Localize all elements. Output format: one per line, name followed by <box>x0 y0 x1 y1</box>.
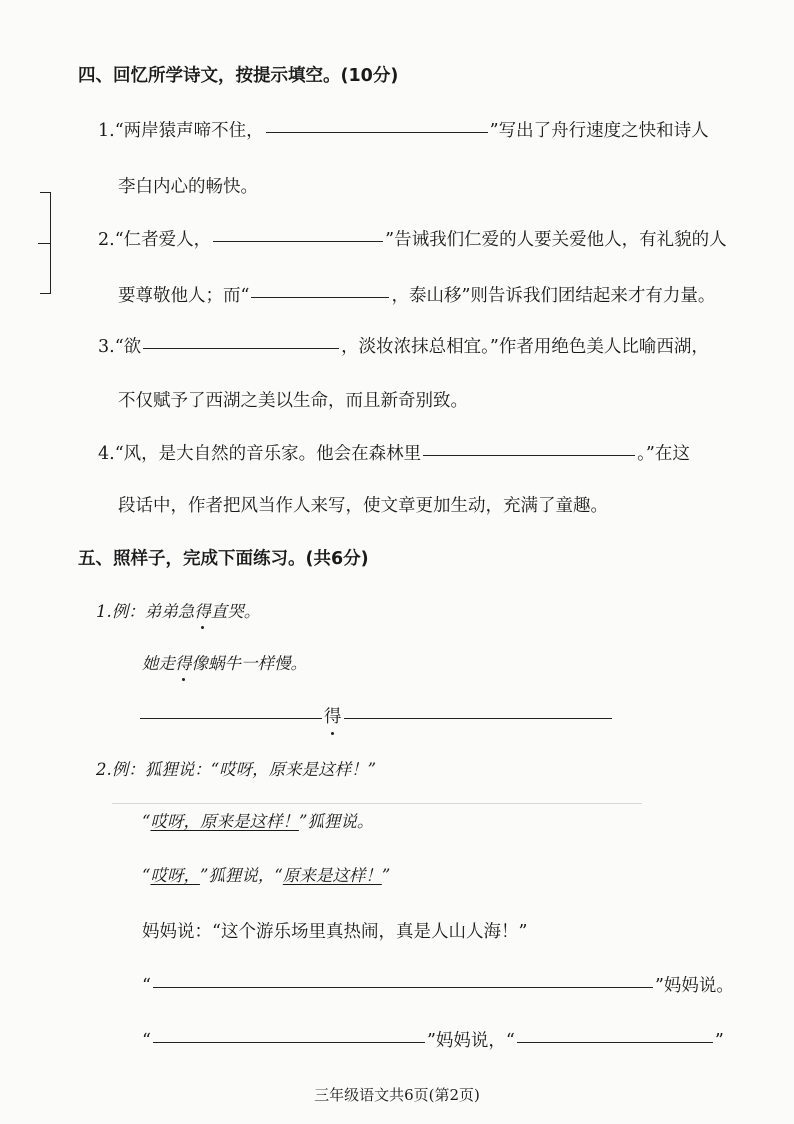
ex1-blank-right[interactable] <box>344 717 612 719</box>
q4-line1: 4.“风，是大自然的音乐家。他会在森林里 。”在这 <box>98 444 690 464</box>
ex2-answer-a: “ ”妈妈说。 <box>142 976 734 996</box>
ex1-answer-line: 得 <box>138 703 614 728</box>
ex2-example-2: “ 哎呀，原来是这样！ ”狐狸说。 <box>142 812 374 831</box>
q2-blank1[interactable] <box>213 240 383 242</box>
ex1-example: 1.例：弟弟急 得 直哭。 <box>96 598 260 622</box>
ex1-example-2: 她走 得 像蜗牛一样慢。 <box>142 650 307 674</box>
q3-blank[interactable] <box>143 347 339 349</box>
ex2-task-sentence: 妈妈说：“这个游乐场里真热闹，真是人山人海！” <box>142 922 528 942</box>
ex2-blank-a[interactable] <box>153 986 653 988</box>
ex2-answer-b: “ ”妈妈说，“ ” <box>142 1031 724 1051</box>
q4-line2: 段话中，作者把风当作人来写，使文章更加生动，充满了童趣。 <box>118 496 608 516</box>
ex1-blank-left[interactable] <box>140 717 322 719</box>
q2-blank2[interactable] <box>251 296 389 298</box>
page-footer: 三年级语文共6页(第2页) <box>314 1086 480 1104</box>
q2-line1: 2.“仁者爱人， ”告诫我们仁爱的人要关爱他人，有礼貌的人 <box>98 230 727 250</box>
ex2-blank-b1[interactable] <box>153 1041 425 1043</box>
q1-line2: 李白内心的畅快。 <box>118 177 258 197</box>
q4-blank[interactable] <box>423 454 635 456</box>
q1-blank[interactable] <box>266 131 488 133</box>
q1-line1: 1.“两岸猿声啼不住， ”写出了舟行速度之快和诗人 <box>98 121 709 141</box>
q3-line2: 不仅赋予了西湖之美以生命，而且新奇别致。 <box>118 391 468 411</box>
ex2-example-3: “ 哎呀， ”狐狸说，“ 原来是这样！ ” <box>142 866 391 885</box>
faint-scan-line <box>112 803 642 804</box>
margin-bracket <box>40 192 51 294</box>
section4-heading: 四、回忆所学诗文，按提示填空。(10分) <box>78 66 399 86</box>
ex2-example: 2.例：狐狸说：“哎呀，原来是这样！” <box>96 760 377 779</box>
q3-line1: 3.“欲 ，淡妆浓抹总相宜。”作者用绝色美人比喻西湖， <box>98 337 709 357</box>
q2-line2: 要尊敬他人；而“ ，泰山移”则告诉我们团结起来才有力量。 <box>118 286 716 306</box>
section5-heading: 五、照样子，完成下面练习。(共6分) <box>78 549 369 569</box>
ex2-blank-b2[interactable] <box>517 1041 713 1043</box>
